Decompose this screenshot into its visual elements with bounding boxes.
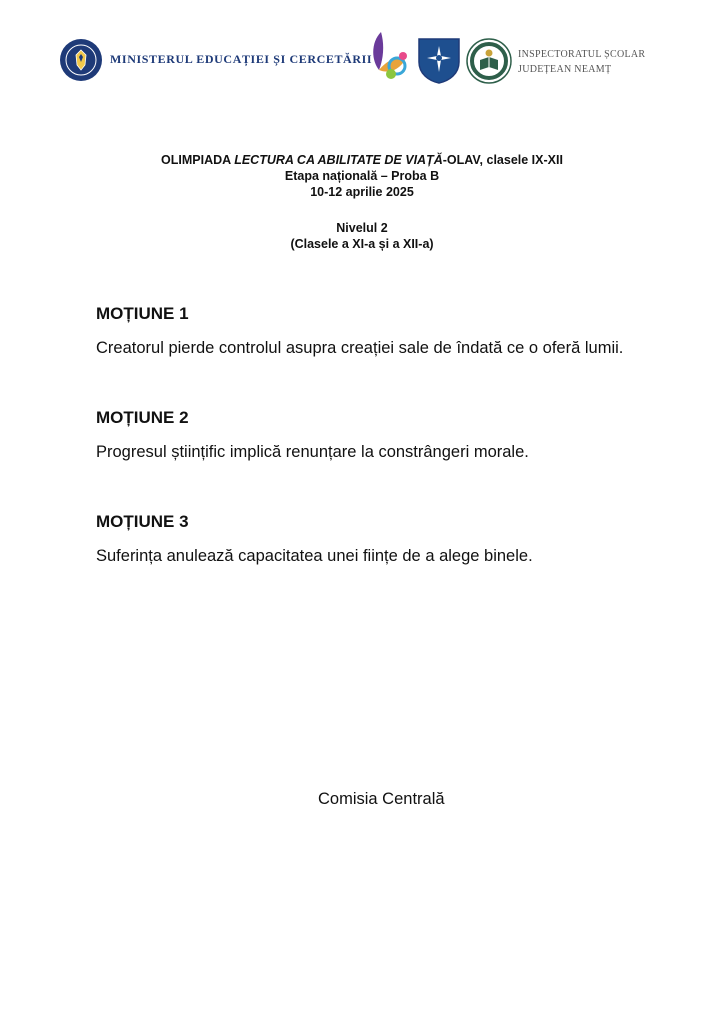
- isj-neamt-logo: [466, 38, 512, 84]
- olympiad-title-block: [0, 152, 724, 200]
- isj-name-line2: JUDEȚEAN NEAMȚ: [518, 64, 612, 75]
- motion-1: [96, 303, 696, 359]
- shield-logo: [416, 36, 462, 84]
- isj-name: [518, 47, 645, 77]
- motion-text: Progresul științific implică renunțare la constrângeri morale.: [96, 443, 529, 461]
- level-name: Nivelul 2: [336, 221, 388, 235]
- motion-title: MOȚIUNE 2: [96, 408, 189, 427]
- motion-2: [96, 407, 696, 463]
- title-italic: LECTURA CA ABILITATE DE VIAȚĂ: [234, 153, 443, 167]
- ministry-name: MINISTERUL EDUCAȚIEI ȘI CERCETĂRII: [110, 52, 373, 66]
- motion-title: MOȚIUNE 3: [96, 512, 189, 531]
- olav-logo: [367, 30, 409, 82]
- title-prefix: OLIMPIADA: [161, 153, 235, 167]
- motion-title: MOȚIUNE 1: [96, 304, 189, 323]
- dates-line: 10-12 aprilie 2025: [310, 185, 414, 199]
- motion-3: [96, 511, 696, 567]
- motion-text: Suferința anulează capacitatea unei ființe de a alege binele.: [96, 547, 533, 565]
- document-header: [0, 30, 724, 90]
- title-suffix: -OLAV, clasele IX-XII: [442, 153, 563, 167]
- stage-line: Etapa națională – Proba B: [284, 169, 440, 183]
- isj-name-line1: INSPECTORATUL ȘCOLAR: [518, 49, 646, 60]
- motion-text: Creatorul pierde controlul asupra creației sale de îndată ce o oferă lumii.: [96, 339, 624, 357]
- level-classes: (Clasele a XI-a și a XII-a): [290, 237, 434, 251]
- olympiad-title: [0, 152, 724, 168]
- level-block: [0, 220, 724, 252]
- signature: Comisia Centrală: [318, 790, 445, 808]
- government-seal-logo: [59, 38, 103, 82]
